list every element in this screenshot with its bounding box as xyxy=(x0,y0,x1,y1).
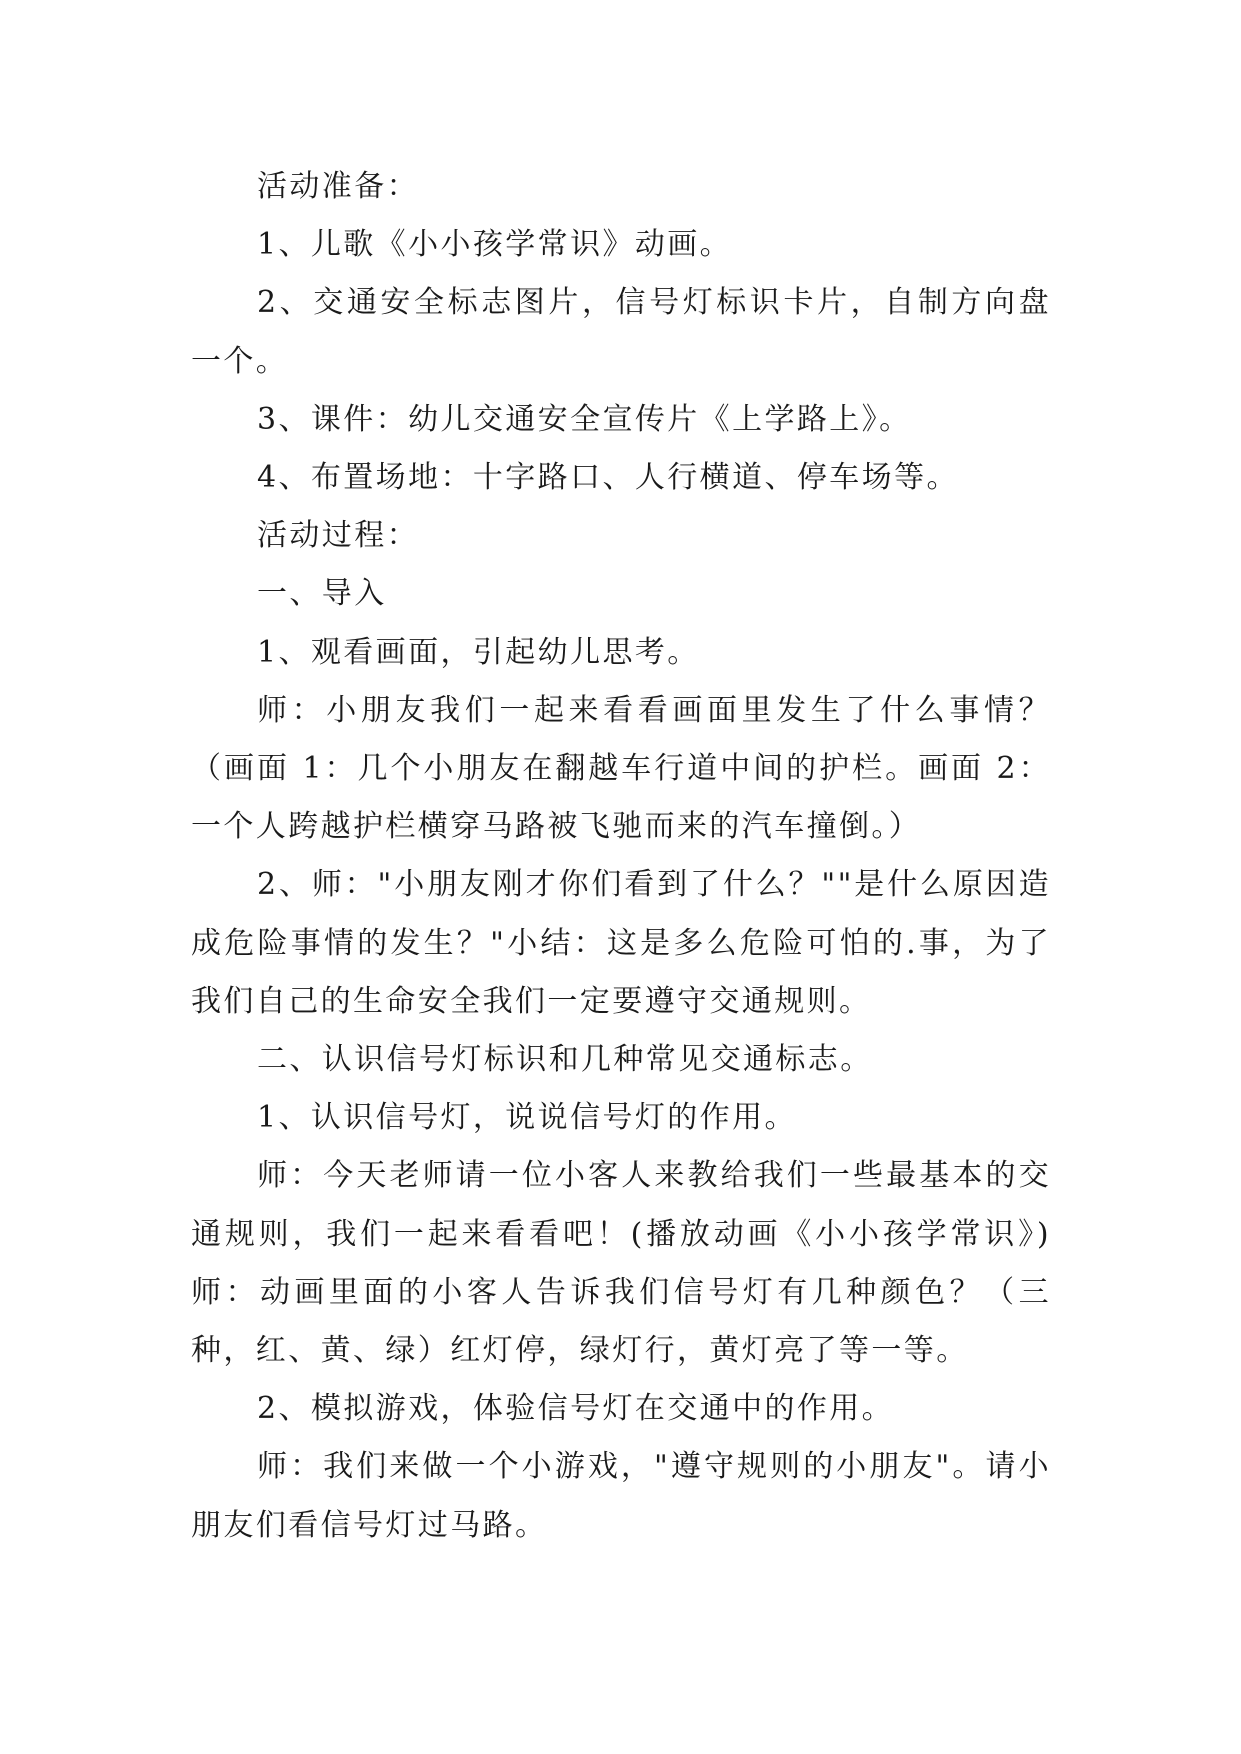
prep-item-2: 2、交通安全标志图片，信号灯标识卡片，自制方向盘一个。 xyxy=(191,285,1051,379)
heading-activity-process: 活动过程： xyxy=(257,518,419,554)
prep-item-3: 3、课件：幼儿交通安全宣传片《上学路上》。 xyxy=(257,401,912,437)
teacher-dialogue-1: 师：小朋友我们一起来看看画面里发生了什么事情？（画面 1：几个小朋友在翻越车行道中间的护栏。画面 2：一个人跨越护栏横穿马路被飞驰而来的汽车撞倒。） xyxy=(191,692,1051,845)
teacher-dialogue-3: 师：我们来做一个小游戏，"遵守规则的小朋友"。请小朋友们看信号灯过马路。 xyxy=(191,1449,1051,1543)
intro-step-2: 2、师："小朋友刚才你们看到了什么？""是什么原因造成危险事情的发生？"小结：这是多么危险可怕的.事，为了我们自己的生命安全我们一定要遵守交通规则。 xyxy=(191,867,1051,1019)
section-introduction: 一、导入 xyxy=(257,576,387,612)
prep-item-4: 4、布置场地：十字路口、人行横道、停车场等。 xyxy=(257,460,959,496)
prep-item-1: 1、儿歌《小小孩学常识》动画。 xyxy=(257,227,733,263)
signals-step-2: 2、模拟游戏，体验信号灯在交通中的作用。 xyxy=(257,1391,895,1427)
section-signals-and-signs: 二、认识信号灯标识和几种常见交通标志。 xyxy=(257,1042,873,1078)
signals-step-1: 1、认识信号灯，说说信号灯的作用。 xyxy=(257,1100,797,1136)
document-body xyxy=(191,158,1051,1555)
teacher-dialogue-2: 师：今天老师请一位小客人来教给我们一些最基本的交通规则，我们一起来看看吧！(播放动画《小小孩学常识》)师：动画里面的小客人告诉我们信号灯有几种颜色？（三种，红、黄、绿）红灯停，绿灯行，黄灯亮了等一等。 xyxy=(191,1158,1051,1369)
heading-activity-preparation: 活动准备： xyxy=(257,169,419,204)
intro-step-1: 1、观看画面，引起幼儿思考。 xyxy=(257,634,700,670)
